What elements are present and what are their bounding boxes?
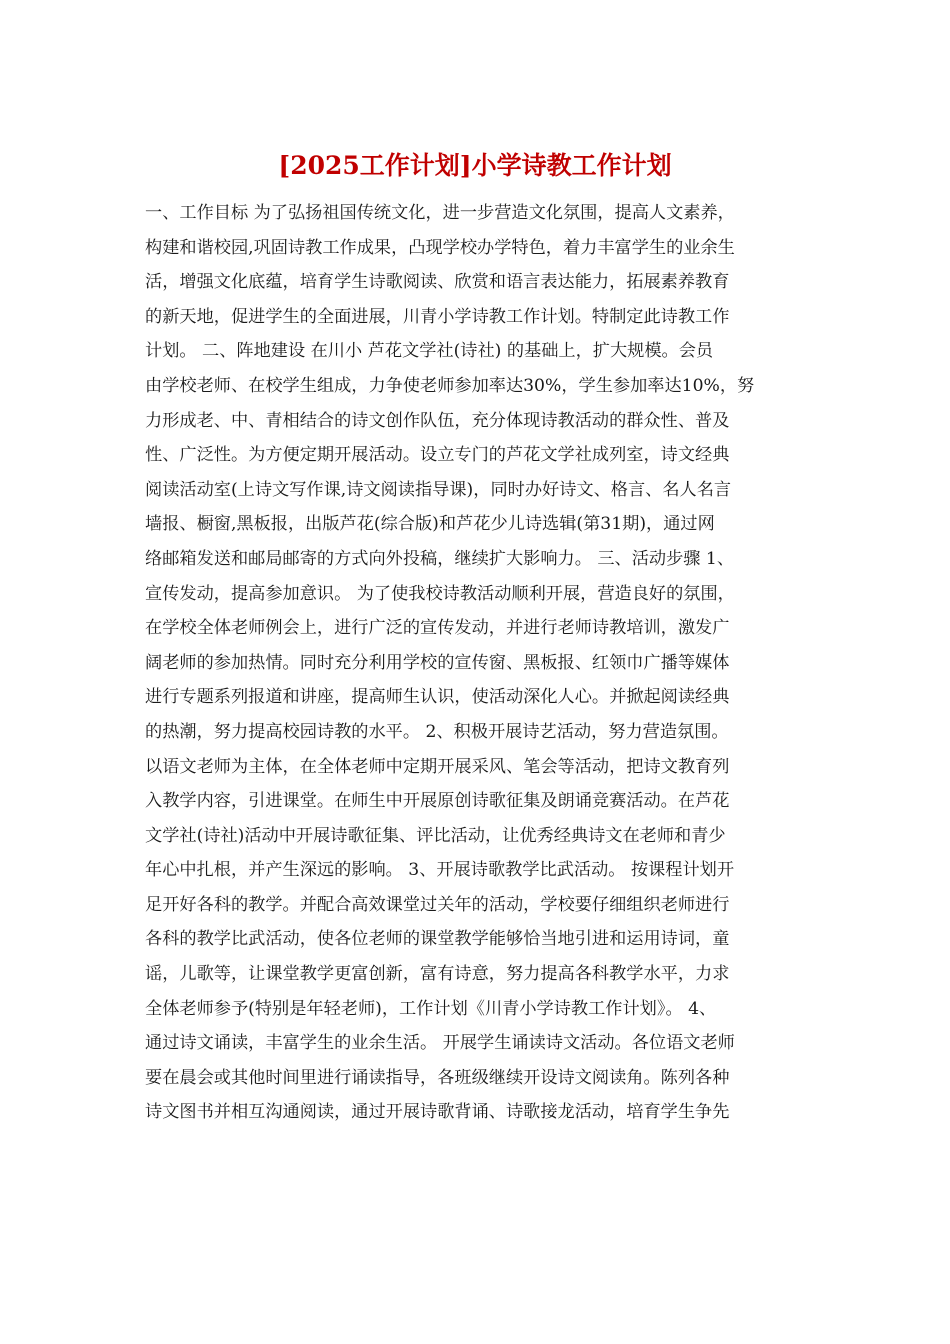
body-line: 诗文图书并相互沟通阅读，通过开展诗歌背诵、诗歌接龙活动，培育学生争先 — [145, 1102, 730, 1123]
body-line: 构建和谐校园,巩固诗教工作成果，凸现学校办学特色，着力丰富学生的业余生 — [145, 237, 735, 258]
body-line: 由学校老师、在校学生组成，力争使老师参加率达30%，学生参加率达10%，努 — [145, 375, 755, 396]
body-line: 足开好各科的教学。并配合高效课堂过关年的活动，学校要仔细组织老师进行 — [145, 894, 730, 915]
document-title: [2025工作计划]小学诗教工作计划 — [278, 151, 672, 180]
body-line: 阔老师的参加热情。同时充分利用学校的宣传窗、黑板报、红领巾广播等媒体 — [145, 652, 730, 673]
body-line: 宣传发动，提高参加意识。 为了使我校诗教活动顺利开展，营造良好的氛围， — [145, 583, 735, 604]
body-line: 力形成老、中、青相结合的诗文创作队伍，充分体现诗教活动的群众性、普及 — [145, 410, 730, 431]
body-line: 入教学内容，引进课堂。在师生中开展原创诗歌征集及朗诵竞赛活动。在芦花 — [145, 791, 730, 812]
body-line: 各科的教学比武活动，使各位老师的课堂教学能够恰当地引进和运用诗词，童 — [145, 929, 730, 950]
body-line: 一、工作目标 为了弘扬祖国传统文化，进一步营造文化氛围，提高人文素养， — [145, 203, 735, 223]
body-line: 的热潮，努力提高校园诗教的水平。 2、积极开展诗艺活动，努力营造氛围。 — [145, 721, 729, 742]
body-line: 要在晨会或其他时间里进行诵读指导，各班级继续开设诗文阅读角。陈列各种 — [145, 1067, 730, 1088]
body-line: 谣，儿歌等，让课堂教学更富创新，富有诗意，努力提高各科教学水平，力求 — [145, 964, 730, 985]
body-line: 的新天地，促进学生的全面进展，川青小学诗教工作计划。特制定此诗教工作 — [145, 306, 730, 327]
body-line: 全体老师参予(特别是年轻老师)，工作计划《川青小学诗教工作计划》。 4、 — [145, 998, 717, 1019]
body-line: 络邮箱发送和邮局邮寄的方式向外投稿，继续扩大影响力。 三、活动步骤 1、 — [145, 548, 735, 569]
body-line: 在学校全体老师例会上，进行广泛的宣传发动，并进行老师诗教培训，激发广 — [145, 618, 730, 639]
body-line: 阅读活动室(上诗文写作课,诗文阅读指导课)，同时办好诗文、格言、名人名言 — [145, 479, 732, 500]
body-line: 进行专题系列报道和讲座，提高师生认识，使活动深化人心。并掀起阅读经典 — [145, 687, 730, 708]
body-line: 计划。 二、阵地建设 在川小 芦花文学社(诗社) 的基础上，扩大规模。会员 — [145, 341, 714, 362]
document-body — [145, 196, 813, 1130]
body-line: 性、广泛性。为方便定期开展活动。设立专门的芦花文学社成列室，诗文经典 — [145, 445, 730, 466]
body-line: 年心中扎根，并产生深远的影响。 3、开展诗歌教学比武活动。 按课程计划开 — [145, 860, 735, 881]
body-line: 通过诗文诵读，丰富学生的业余生活。 开展学生诵读诗文活动。各位语文老师 — [145, 1033, 735, 1054]
body-line: 墙报、橱窗,黑板报，出版芦花(综合版)和芦花少儿诗选辑(第31期)，通过网 — [145, 514, 715, 535]
body-line: 活，增强文化底蕴，培育学生诗歌阅读、欣赏和语言表达能力，拓展素养教育 — [145, 272, 730, 293]
body-line: 以语文老师为主体，在全体老师中定期开展采风、笔会等活动，把诗文教育列 — [145, 756, 730, 777]
body-line: 文学社(诗社)活动中开展诗歌征集、评比活动，让优秀经典诗文在老师和青少 — [145, 825, 726, 846]
